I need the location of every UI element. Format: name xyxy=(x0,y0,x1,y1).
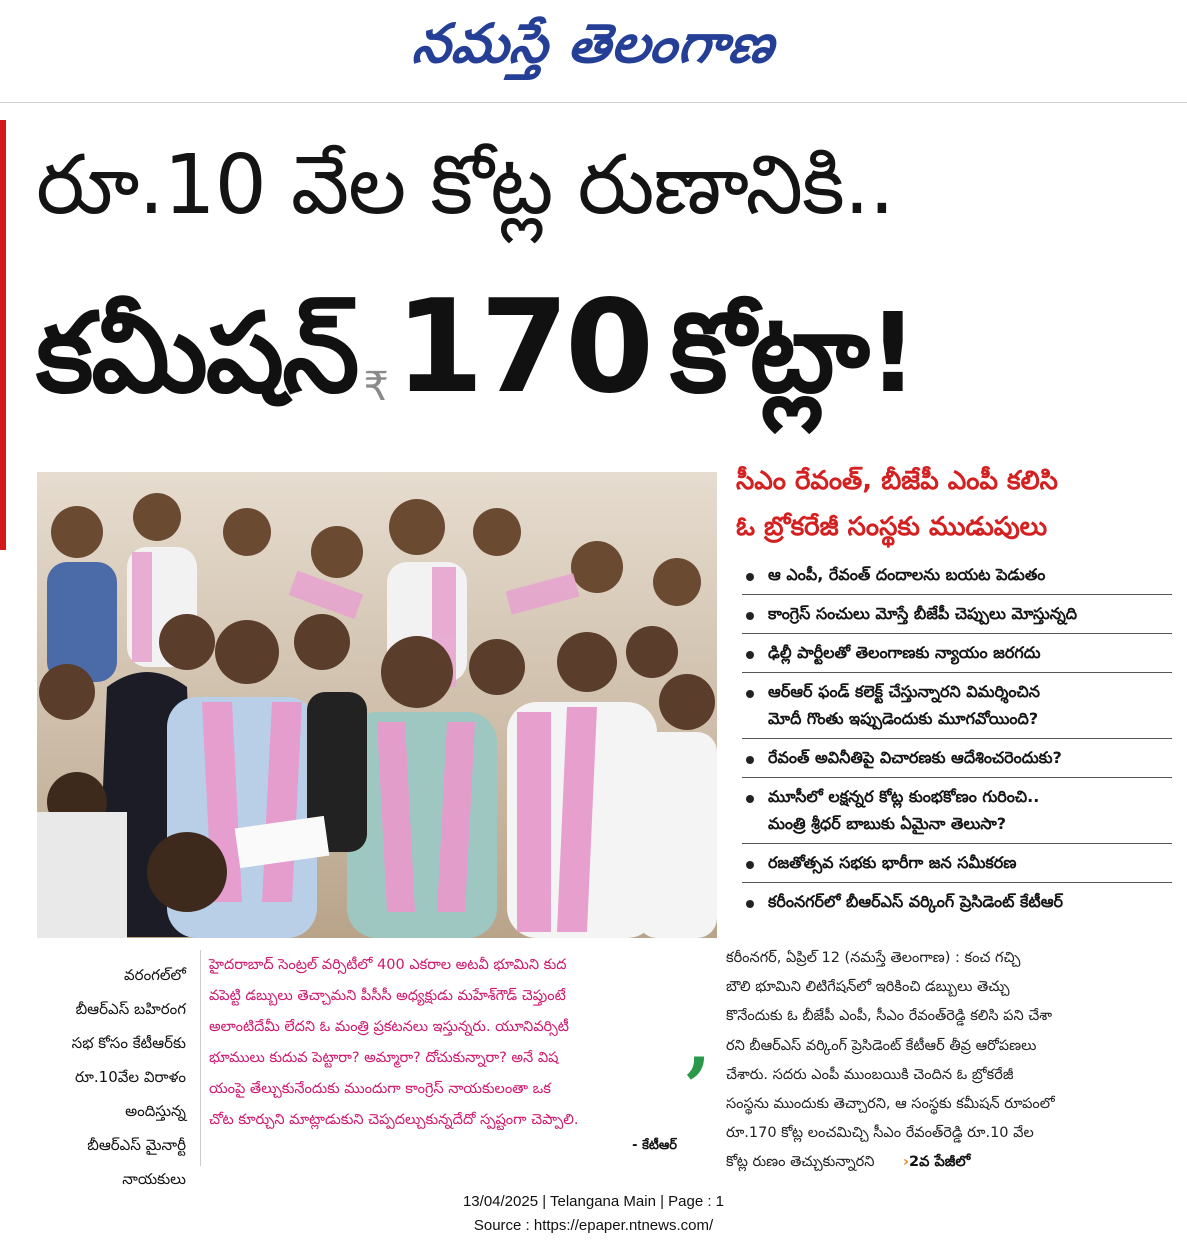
bullet-item: ఢిల్లీ పార్టీలతో తెలంగాణకు న్యాయం జరగదు xyxy=(742,634,1172,673)
article-line: సంస్థను ముందుకు తెచ్చారని, ఆ సంస్థకు కమీషన్ రూపంలో xyxy=(726,1096,1055,1113)
article-line: రని బీఆర్ఎస్ వర్కింగ్ ప్రెసిడెంట్ కేటీఆర్ తీవ్ర ఆరోపణలు xyxy=(726,1037,1037,1054)
article-line: చేశారు. సదరు ఎంపీ ముంబయికి చెందిన ఓ బ్రోకరేజీ xyxy=(726,1066,1014,1083)
bullet-dot-icon xyxy=(746,861,754,869)
bullet-item: కాంగ్రెస్ సంచులు మోస్తే బీజేపీ చెప్పులు మోస్తున్నది xyxy=(742,595,1172,634)
chevron-right-icon: › xyxy=(903,1154,909,1171)
caption-line: వరంగల్‌లో xyxy=(124,966,186,984)
bullet-dot-icon xyxy=(746,900,754,908)
group-photo-illustration xyxy=(37,472,717,938)
article-line: బౌలి భూమిని లిటిగేషన్‌లో ఇరికించి డబ్బులు తెచ్చు xyxy=(726,979,1010,996)
subheadline-line-2: ఓ బ్రోకరేజీ సంస్థకు ముడుపులు xyxy=(736,512,1048,542)
quote-line: హైదరాబాద్ సెంట్రల్ వర్సిటీలో 400 ఎకరాల అటవీ భూమిని కుద xyxy=(209,957,567,973)
footer-page-info: 13/04/2025 | Telangana Main | Page : 1 xyxy=(462,1193,725,1210)
top-divider xyxy=(0,102,1187,103)
caption-line: బీఆర్ఎస్ బహిరంగ xyxy=(75,1000,186,1018)
bullet-item: కరీంనగర్‌లో బీఆర్ఎస్ వర్కింగ్ ప్రెసిడెంట్ కేటీఆర్ xyxy=(742,883,1172,921)
bullet-item: రజతోత్సవ సభకు భారీగా జన సమీకరణ xyxy=(742,844,1172,883)
bullet-dot-icon xyxy=(746,795,754,803)
article-last-text: కోట్ల రుణం తెచ్చుకున్నారని xyxy=(726,1154,875,1171)
quote-line: భూములు కుదువ పెట్టారా? అమ్మారా? దోచుకున్నారా? అనే విష xyxy=(209,1050,559,1066)
caption-line: బీఆర్ఎస్ మైనార్టీ xyxy=(87,1136,186,1154)
bullet-list xyxy=(742,556,1172,921)
subheadline-line-1: సీఎం రేవంత్, బీజేపీ ఎంపీ కలిసి xyxy=(736,466,1058,496)
quote-line: యంపై తేల్చుకునేందుకు ముందుగా కాంగ్రెస్ నాయకులంతా ఒక xyxy=(209,1081,551,1097)
news-photo xyxy=(37,472,717,938)
subheadline xyxy=(736,458,1156,550)
continued-link[interactable] xyxy=(903,1154,970,1170)
quote-attribution: - కేటీఆర్ xyxy=(632,1138,677,1153)
bullet-dot-icon xyxy=(746,756,754,764)
caption-line: నాయకులు xyxy=(122,1170,186,1188)
article-line: కొనేందుకు ఓ బీజేపీ ఎంపీ, సీఎం రేవంత్‌రెడ్డి కలిసి పని చేశా xyxy=(726,1008,1053,1025)
photo-caption xyxy=(36,958,186,1196)
newspaper-logo: నమస్తే తెలంగాణ xyxy=(409,11,778,75)
continued-label: 2వ పేజీలో xyxy=(909,1154,971,1171)
pull-quote xyxy=(200,950,685,1166)
masthead xyxy=(0,0,1187,90)
article-body xyxy=(726,944,1156,1178)
article-line-last xyxy=(726,1148,1156,1177)
quote-line: చోట కూర్చుని మాట్లాడుకుని చెప్పదల్చుకున్నదేదో స్పష్టంగా చెప్పాలి. xyxy=(209,1112,579,1128)
footer-source-link[interactable]: Source : https://epaper.ntnews.com/ xyxy=(473,1217,714,1234)
bullet-dot-icon xyxy=(746,612,754,620)
quote-mark-icon: , xyxy=(686,1000,712,1085)
headline-crores-word: కోట్లా! xyxy=(670,289,916,417)
caption-line: అందిస్తున్న xyxy=(125,1102,186,1120)
caption-line: సభ కోసం కేటీఆర్‌కు xyxy=(71,1034,186,1052)
bullet-dot-icon xyxy=(746,690,754,698)
article-line: కరీంనగర్, ఏప్రిల్ 12 (నమస్తే తెలంగాణ) : కంచ గచ్చి xyxy=(726,950,1021,966)
headline-commission-word: కమీషన్ xyxy=(36,289,358,417)
headline-line-2 xyxy=(36,258,1156,458)
article-line: రూ.170 కోట్ల లంచమిచ్చి సీఎం రేవంత్‌రెడ్డి రూ.10 వేల xyxy=(726,1125,1034,1142)
bullet-dot-icon xyxy=(746,573,754,581)
caption-line: రూ.10వేల విరాళం xyxy=(74,1068,186,1086)
bullet-item: రేవంత్ అవినీతిపై విచారణకు ఆదేశించరెందుకు? xyxy=(742,739,1172,778)
bullet-dot-icon xyxy=(746,651,754,659)
bullet-item: ఆర్ఆర్ ఫండ్ కలెక్ట్ చేస్తున్నారని విమర్శించిన మోదీ గొంతు ఇప్పుడెందుకు మూగవోయింది? xyxy=(742,673,1172,739)
left-accent-bar xyxy=(0,120,6,550)
page-footer xyxy=(0,1190,1187,1238)
headline-line-1: రూ.10 వేల కోట్ల రుణానికి.. xyxy=(36,138,894,233)
headline-amount: 170 xyxy=(394,273,651,422)
rupee-icon: ₹ xyxy=(363,363,389,410)
quote-line: వపెట్టి డబ్బులు తెచ్చామని పీసీసీ అధ్యక్షుడు మహేశ్‌గౌడ్ చెప్తుంటే xyxy=(209,988,566,1004)
quote-line: అలాంటిదేమీ లేదని ఓ మంత్రి ప్రకటనలు ఇస్తున్నరు. యూనివర్సిటీ xyxy=(209,1019,569,1035)
bullet-item: ఆ ఎంపీ, రేవంత్ దందాలను బయట పెడుతం xyxy=(742,556,1172,595)
bullet-item: మూసీలో లక్షన్నర కోట్ల కుంభకోణం గురించి.. మంత్రి శ్రీధర్ బాబుకు ఏమైనా తెలుసా? xyxy=(742,778,1172,844)
